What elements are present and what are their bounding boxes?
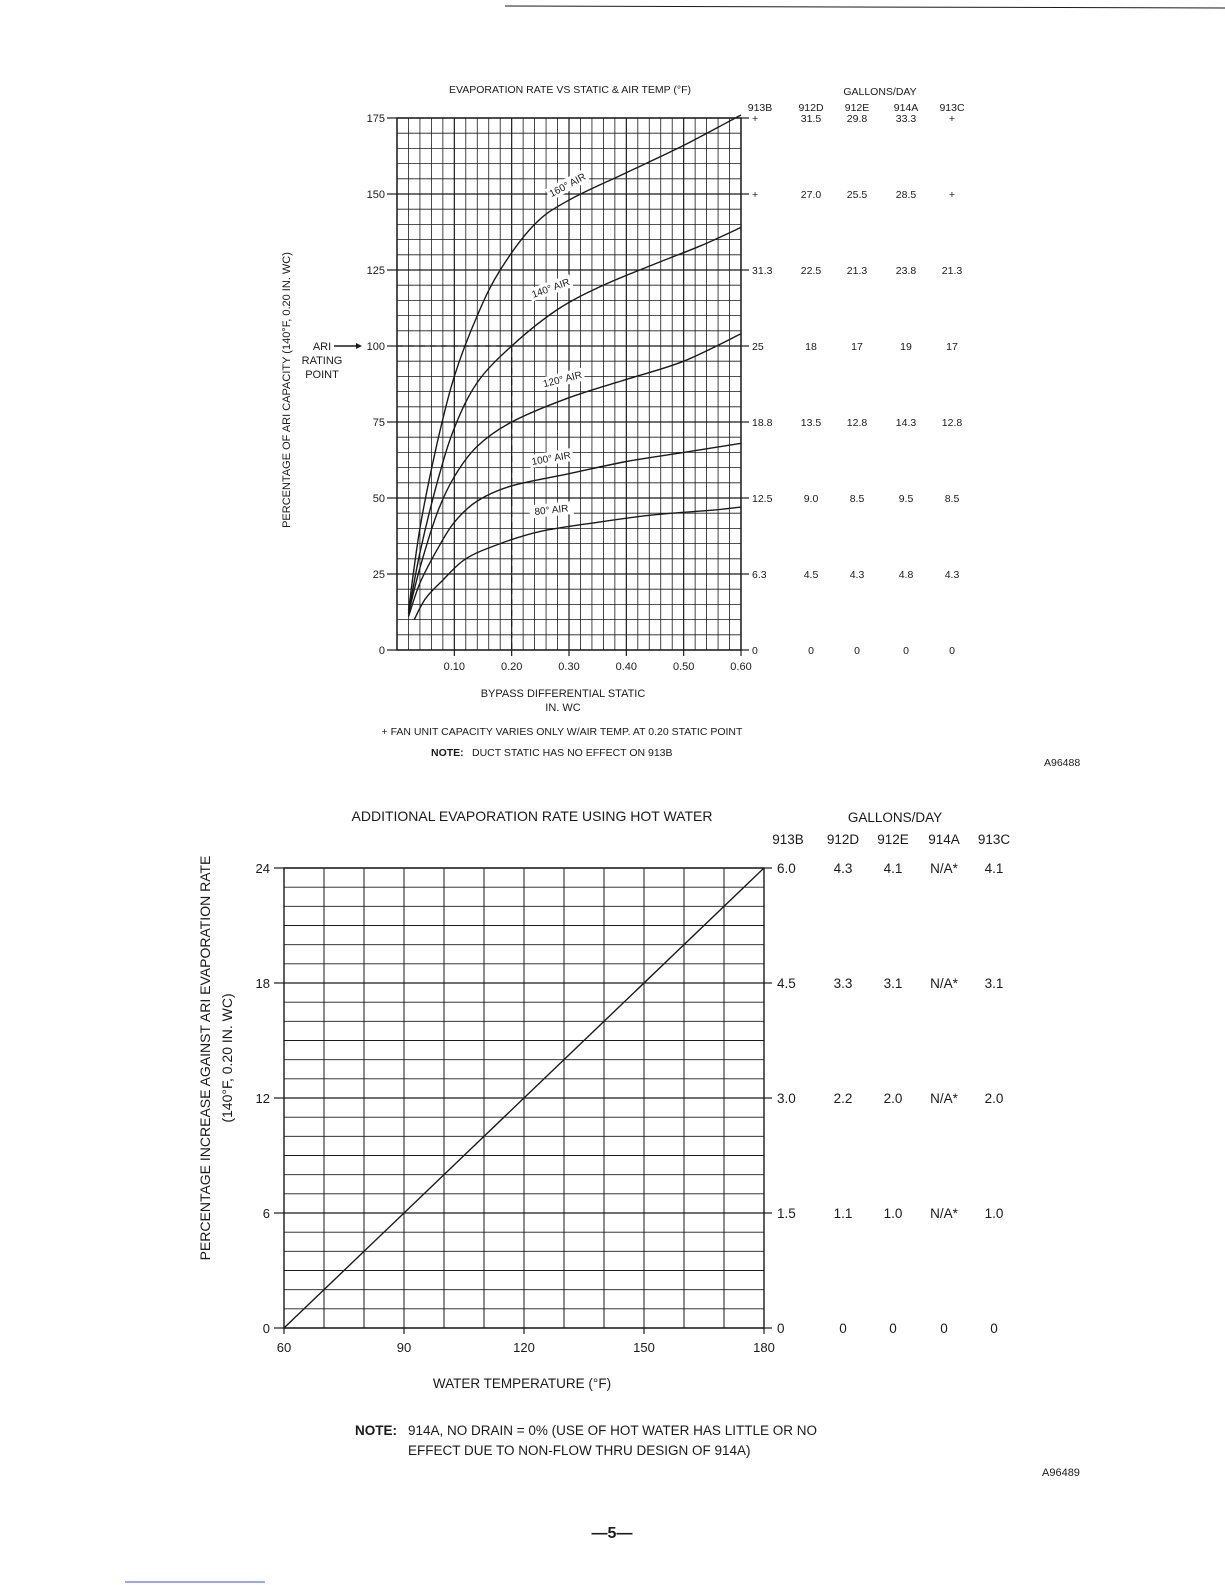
chart1-y-label: PERCENTAGE OF ARI CAPACITY (140°F, 0.20 IN. WC) [281,252,293,528]
ari-arrow-head [356,343,362,349]
chart2-table-cell: N/A* [930,861,958,876]
chart2-table-cell: 4.3 [833,861,853,876]
chart1-table-cell: 4.8 [898,569,914,581]
chart1-table-cell: 0 [903,645,909,657]
chart2-y-label: PERCENTAGE INCREASE AGAINST ARI EVAPORATION RATE [197,855,213,1261]
chart1-table-cell: 21.3 [846,265,868,277]
chart2-table-cell: 1.0 [984,1206,1004,1221]
chart2-table-cell: 3.3 [833,976,853,991]
chart2-table-column-header: 912D [826,832,860,847]
chart1-note-text: DUCT STATIC HAS NO EFFECT ON 913B [472,747,673,759]
page-number: —5— [591,1525,633,1542]
chart1-series-label: 100° AIR [530,450,572,468]
chart2-y-tick-label: 0 [262,1321,270,1336]
chart2-table-cell: 0 [990,1321,998,1336]
chart1-x-tick-label: 0.40 [615,661,638,673]
chart2-table-cell: 0 [940,1321,948,1336]
chart1-footnote: + FAN UNIT CAPACITY VARIES ONLY W/AIR TEMP. AT 0.20 STATIC POINT [381,726,743,738]
chart1-title: EVAPORATION RATE VS STATIC & AIR TEMP (°F) [448,84,692,96]
chart2-table-cell: 1.1 [833,1206,853,1221]
chart1-series-label: 160° AIR [547,171,588,200]
chart2-x-tick-label: 60 [276,1340,292,1355]
chart1-table-cell: 19 [900,341,912,353]
chart1-table-column-header: 912D [798,102,824,114]
chart1-table-cell: 31.3 [752,265,773,277]
chart1-x-tick-label: 0.60 [730,661,752,673]
chart1-table-cell: 4.5 [803,569,819,581]
chart2-table-column-header: 914A [928,832,960,847]
chart2-x-tick-label: 90 [396,1340,412,1355]
chart1-table-cell: 12.5 [752,493,773,505]
chart1-table-column-header: 913C [939,102,965,114]
chart1-y-tick-label: 150 [366,189,385,201]
chart1-table-cell: 9.5 [898,493,914,505]
chart2-table-cell: 1.5 [777,1206,796,1221]
chart1-x-tick-label: 0.10 [443,661,466,673]
chart2-x-tick-label: 120 [513,1340,535,1355]
chart1-series-line [414,507,741,619]
chart1-y-tick-label: 50 [372,493,385,505]
chart2-title: ADDITIONAL EVAPORATION RATE USING HOT WATER [351,808,713,824]
chart1-note-label: NOTE: [431,747,464,759]
chart1-table-column-header: 913B [747,102,773,114]
chart1-x-label: BYPASS DIFFERENTIAL STATIC [480,688,646,700]
chart1-table-cell: 17 [946,341,958,353]
chart1-table-cell: 0 [752,645,758,657]
chart2-table-cell: 0 [839,1321,847,1336]
chart1-series-label: 140° AIR [530,276,572,301]
chart2-table-column-header: 912E [877,832,909,847]
chart2-table-cell: N/A* [930,1091,958,1106]
chart2-table-cell: 4.1 [883,861,903,876]
chart1-table-cell: 25 [752,341,764,353]
chart2-note-label: NOTE: [355,1423,397,1438]
chart1-table-cell: 25.5 [846,189,868,201]
chart2-table-cell: 4.5 [777,976,796,991]
chart2-table-cell: 2.0 [984,1091,1004,1106]
chart1-table-cell: 4.3 [849,569,865,581]
chart2-table-cell: 2.0 [883,1091,903,1106]
chart1-x-tick-label: 0.20 [500,661,523,673]
chart2-table-cell: 0 [777,1321,785,1336]
chart1-table-cell: 18 [805,341,817,353]
chart1-table-cell: 0 [854,645,860,657]
chart2-y-tick-label: 6 [262,1206,270,1221]
chart1-y-tick-label: 0 [378,645,385,657]
chart1-table-column-header: 912E [844,102,870,114]
chart1-table-cell: 22.5 [800,265,822,277]
chart1-y-tick-label: 125 [366,265,385,277]
ari-label-line1: ARI [312,341,332,353]
chart1-table-cell: 17 [851,341,863,353]
chart2-table-cell: 6.0 [777,861,796,876]
chart2-note-line2: EFFECT DUE TO NON-FLOW THRU DESIGN OF 914A) [408,1443,751,1458]
chart2-table-cell: 4.1 [984,861,1004,876]
chart2-table-column-header: 913B [772,832,804,847]
chart1-table-cell: + [948,113,956,125]
chart1-table-cell: 23.8 [895,265,917,277]
chart1-table-cell: 4.3 [944,569,960,581]
chart1-table-cell: 13.5 [800,417,822,429]
chart1-table-cell: 8.5 [849,493,865,505]
chart1-table-column-header: 914A [893,102,919,114]
chart1-table-cell: 0 [949,645,955,657]
chart2-note-line1: 914A, NO DRAIN = 0% (USE OF HOT WATER HAS LITTLE OR NO [408,1423,817,1438]
chart1-x-tick-label: 0.30 [558,661,580,673]
chart1-table-cell: 18.8 [752,417,773,429]
chart1-table-cell: 27.0 [800,189,822,201]
chart1-y-tick-label: 75 [372,417,385,429]
chart1-table-cell: + [752,189,759,201]
chart2-table-cell: N/A* [930,976,958,991]
chart2-table-cell: N/A* [930,1206,958,1221]
chart2-x-tick-label: 180 [753,1340,775,1355]
chart1-table-cell: 14.3 [895,417,917,429]
chart1-x-tick-label: 0.50 [672,661,695,673]
chart1-y-tick-label: 175 [366,113,385,125]
chart2-y-tick-label: 12 [255,1091,270,1106]
chart1-x-label2: IN. WC [545,702,581,714]
chart1-table-cell: 28.5 [895,189,917,201]
top-rule [505,6,1225,8]
ari-label-line3: POINT [305,369,339,381]
chart1-table-cell: + [948,189,956,201]
chart2-table-cell: 3.1 [883,976,903,991]
chart2-table-cell: 3.1 [984,976,1004,991]
chart1-series-line [409,115,742,611]
chart2-y-tick-label: 18 [255,976,270,991]
chart2-table-header: GALLONS/DAY [847,810,943,825]
chart2-table-cell: 0 [889,1321,897,1336]
ari-label-line2: RATING [301,355,343,367]
chart1-y-tick-label: 25 [372,569,385,581]
chart1-table-cell: 8.5 [944,493,960,505]
chart1-table-cell: 9.0 [803,493,819,505]
chart1-table-cell: 12.8 [846,417,868,429]
chart2-figure-id: A96489 [1042,1467,1080,1479]
chart2-table-cell: 1.0 [883,1206,903,1221]
chart1-table-cell: 21.3 [941,265,963,277]
chart1-table-cell: 33.3 [895,113,917,125]
chart1-figure-id: A96488 [1044,757,1081,769]
chart1-y-tick-label: 100 [366,341,385,353]
chart2-y-tick-label: 24 [255,861,270,876]
chart1-table-cell: 6.3 [752,569,767,581]
chart1-table-cell: + [752,113,759,125]
chart1-table-cell: 29.8 [846,113,868,125]
chart2-x-tick-label: 150 [633,1340,655,1355]
chart1-table-header: GALLONS/DAY [843,86,917,98]
chart2-x-label: WATER TEMPERATURE (°F) [432,1376,612,1391]
chart2-table-column-header: 913C [977,832,1011,847]
chart2-table-cell: 2.2 [833,1091,853,1106]
chart2-table-cell: 3.0 [777,1091,796,1106]
chart1-table-cell: 31.5 [800,113,822,125]
chart1-series-label: 80° AIR [534,503,570,518]
chart1-table-cell: 12.8 [941,417,963,429]
chart1-table-cell: 0 [808,645,814,657]
chart2-y-label2: (140°F, 0.20 IN. WC) [219,993,235,1123]
chart1-series-label: 120° AIR [542,369,584,391]
